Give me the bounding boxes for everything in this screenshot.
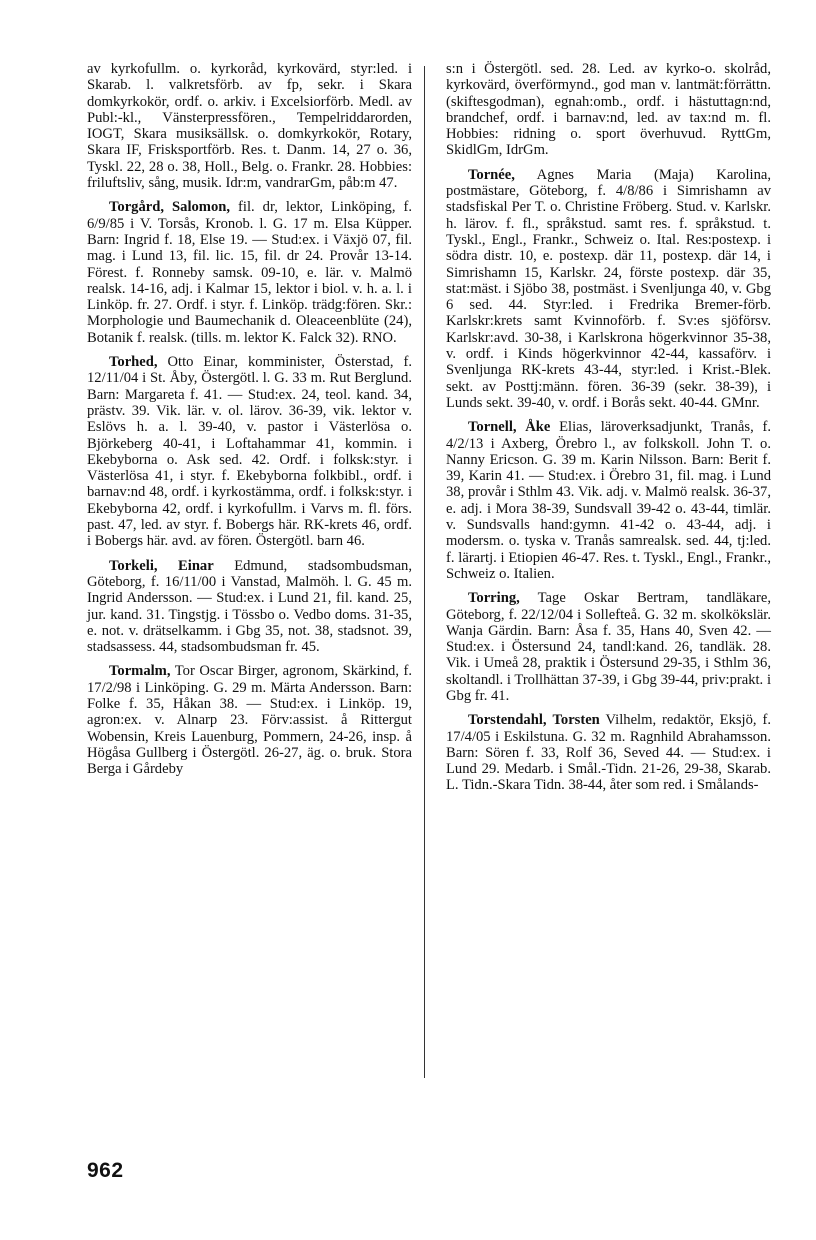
page-number: 962 xyxy=(87,1159,124,1182)
entry-torring xyxy=(446,590,771,704)
entry-given-name: Salomon, xyxy=(172,199,231,216)
entry-given-name: Tor Oscar Birger, xyxy=(174,663,279,680)
entry-torgard xyxy=(87,199,412,346)
entry-surname: Torring, xyxy=(468,590,520,607)
entry-surname: Torkeli, xyxy=(109,557,158,574)
entry-torkeli xyxy=(87,558,412,656)
entry-continuation xyxy=(446,61,771,159)
entry-surname: Tormalm, xyxy=(109,663,171,680)
entry-text: fil. dr, lektor, Linköping, f. 6/9/85 i V. Torsås, Kronob. l. G. 17 m. Elsa Küpper. Barn: Ingrid f. 18, Else 19. — Stud:ex. i Växjö 07, fil. mag. i Lund 13, fil. lic. 15, fil. dr 24. Provår 13-14. Förest. f. Ronneby samsk. 09-10, e. lär. v. Malmö realsk. 14-16, adj. i Kalmar 15, lektor i biol. v. h. a. l. i Linköp. fr. 27. Ordf. i styr. f. Linköp. trädg:fören. Skr.: Morphologie und Baumechanik d. Oleaceenblüte (24), Botanik f. realsk. (tills. m. lektor K. Falck 32). RNO. xyxy=(87,199,412,346)
column-divider xyxy=(424,66,425,1078)
entry-text: Edmund, stadsombudsman, Göteborg, f. 16/11/00 i Vanstad, Malmöh. l. G. 45 m. Ingrid Andersson. — Stud:ex. i Lund 21, fil. kand. 25, jur. kand. 31. Tingstjg. i Tössbo o. Vedbo doms. 31-35, e. not. v. drätselkamm. i Gbg 35, not. 38, stadsnot. 39, stadsassess. 44, stadsombudsman fr. 45. xyxy=(87,557,412,656)
entry-given-name: Otto Einar, xyxy=(167,354,239,371)
entry-given-name: Einar xyxy=(178,557,214,574)
entry-given-name: Torsten xyxy=(552,712,600,729)
entry-text: tandläkare, Göteborg, f. 22/12/04 i Sollefteå. G. 32 m. skolkökslär. Wanja Gärdin. Barn: Åsa f. 35, Hans 40, Sven 42. — Stud:ex. i Östersund 24, tandl:kand. 26, tandläk. 28. Vik. i Umeå 28, praktik i Östersund 29-35, i Sthlm 36, skoltandl. i Trollhättan 37-39, i Gbg 39-44, priv:prakt. i Gbg fr. 41. xyxy=(446,590,771,704)
entry-surname: Tornell, xyxy=(468,419,517,436)
entry-tormalm xyxy=(87,663,412,777)
entry-given-name: Tage Oskar Bertram, xyxy=(537,590,689,607)
left-column xyxy=(87,61,412,785)
right-column xyxy=(446,61,771,802)
entry-tornell xyxy=(446,419,771,582)
entry-text: s:n i Östergötl. sed. 28. Led. av kyrko-o. skolråd, kyrkovärd, överförmynd., god man v. lantmät:förrättn. (skiftesgodman), egnah:omb., ordf. i hästuttagn:nd, brandchef, ordf. i barnav:nd, led. av tax:nd m. fl. Hobbies: ridning o. sport överhuvud. RyttGm, SkidlGm, IdrGm. xyxy=(446,61,771,159)
entry-text: komminister, Österstad, f. 12/11/04 i St. Åby, Östergötl. l. G. 33 m. Rut Berglund. Barn: Margareta f. 41. — Stud:ex. 24, teol. kand. 34, prästv. 39. Vik. lär. v. ol. lärov. 36-39, vik. lektor v. Eslövs h. a. l. 39-40, v. pastor i Västerlösa o. Björkeberg 40-41, i Loftahammar 41, kommin. i Ekebyborna o. Ask sed. 42. Ordf. i folksk:styr. i Västerlösa 41, i styr. f. Ekebyborna folkbibl., ordf. i barnav:nd 48, ordf. i kyrkostämma, ordf. i folksk:styr. i Ekebyborna 42, ordf. i kyrkofullm. i Varvs m. fl. förs. past. 47, led. av styr. f. Bobergs här. RK-krets 46, ordf. i Bobergs här. avd. av fören. Östergötl. barn 46. xyxy=(87,354,412,550)
entry-tornee xyxy=(446,167,771,411)
entry-text: Karolina, postmästare, Göteborg, f. 4/8/86 i Simrishamn av stadsfiskal Per T. o. Christine Fröberg. Stud. v. Karlskr. h. lärov. f. fl., språkstud. samt res. f. språkstud. t. Tyskl., Engl., Frankr., Schweiz o. Ital. Res:postexp. i södra distr. 10, e. postexp. där 11, postexp. där 14, i Simrishamn 15, Karlskr. 24, förste postexp. där 35, stat:mäst. i Sjöbo 38, postmäst. i Svenljunga 40, v. Gbg 6 sed. 44. Styr:led. i Fredrika Bremer-förb. Karlskr:krets samt Kvinnoförb. f. Sv:es sjöförsv. Karlskr:avd. 30-38, i Karlskrona högerkvinnor 35-38, v. ordf. i Kinds högerkvinnor 42-44, kassaförv. i Svenljunga RK-krets 43-44, styr:led. i Krist.-Blek. sekt. av Posttj:männ. fören. 36-39 (sekr. 38-39), i Lunds sekt. 39-40, v. ordf. i Borås sekt. 40-44. GMnr. xyxy=(446,166,771,411)
entry-text: Vilhelm, redaktör, Eksjö, f. 17/4/05 i Eskilstuna. G. 32 m. Ragnhild Abrahamsson. Barn: Sören f. 33, Rolf 36, Seved 44. — Stud:ex. i Lund 29. Medarb. i Smål.-Tidn. 21-26, 29-38, Skarab. L. Tidn.-Skara Tidn. 38-44, åter som red. i Smålands- xyxy=(446,712,771,794)
entry-continuation xyxy=(87,61,412,191)
entry-text: av kyrkofullm. o. kyrkoråd, kyrkovärd, styr:led. i Skarab. l. valkretsförb. av fp, sekr. i Skara domkyrkokör, ordf. o. arkiv. i Excelsiorförb. Medl. av Publ:-kl., Vänsterpressfören., Tempelriddarorden, IOGT, Skara musiksällsk. o. domkyrkokör, Rotary, Skara IF, Frisksportförb. Res. t. Danm. 14, 27 o. 36, Tyskl. 22, 28 o. 38, Holl., Belg. o. Frankr. 28. Hobbies: friluftsliv, sång, musik. Idr:m, vandrarGm, påb:m 47. xyxy=(87,61,412,192)
entry-surname: Tornée, xyxy=(468,166,515,183)
entry-text: agronom, Skärkind, f. 17/2/98 i Linköping. G. 29 m. Märta Andersson. Barn: Folke f. 35, Håkan 38. — Stud:ex. i Linköp. 19, agron:ex. v. Alnarp 23. Förv:assist. å Rittergut Wobensin, Kreis Lauenburg, Pommern, 24-26, insp. å Högåsa Gullberg i Östergötl. 26-27, äg. o. bruk. Stora Berga i Gårdeby xyxy=(87,663,413,778)
entry-torhed xyxy=(87,354,412,550)
entry-given-name: Åke xyxy=(525,419,551,436)
entry-text: Elias, läroverksadjunkt, Tranås, f. 4/2/13 i Axberg, Örebro l., av folkskoll. John T. o. Nanny Ericson. G. 39 m. Karin Nilsson. Barn: Berit f. 39, Karin 41. — Stud:ex. i Örebro 31, fil. mag. i Lund 38, provår i Sthlm 43. Vik. adj. v. Malmö realsk. 36-37, e. adj. i Mora 38-39, Sundsvall 39-42 o. 43-44, timlär. v. Sundsvalls hand:gymn. 41-42 o. 43-44, adj. i modersm. o. tyska v. Tranås samrealsk. sed. 44, tj:led. f. lärartj. i Etiopien 46-47. Res. t. Tyskl., Engl., Frankr., Schweiz o. Italien. xyxy=(446,419,771,582)
entry-torstendahl xyxy=(446,712,771,793)
entry-given-name: Agnes Maria (Maja) xyxy=(536,166,694,183)
entry-surname: Torgård, xyxy=(109,199,165,216)
entry-surname: Torstendahl, xyxy=(468,712,547,729)
entry-surname: Torhed, xyxy=(109,354,158,371)
